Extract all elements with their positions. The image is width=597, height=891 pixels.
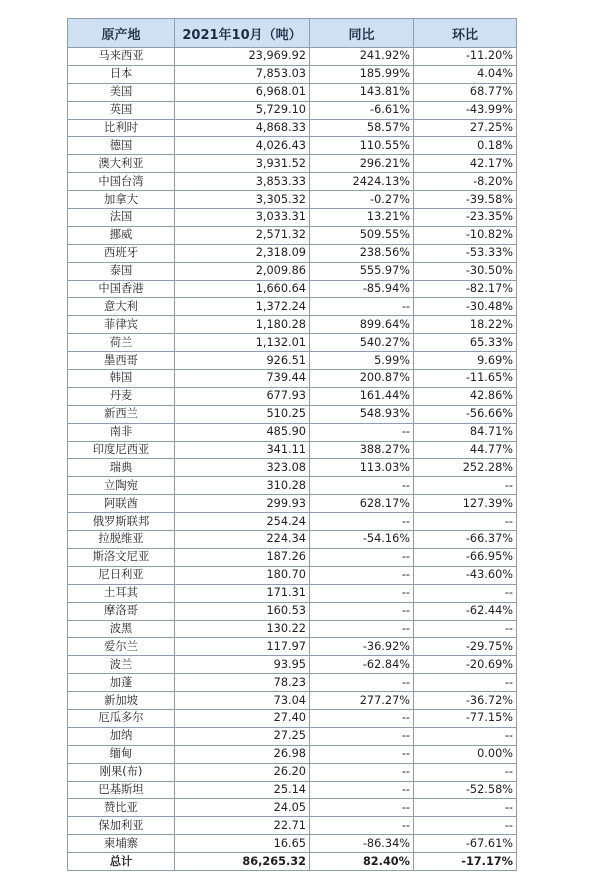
cell-origin: 爱尔兰 [68,638,175,656]
cell-volume: 739.44 [175,370,310,388]
table-row [68,531,517,549]
cell-mom: -- [414,477,517,495]
cell-volume: 130.22 [175,620,310,638]
table-row [68,709,517,727]
cell-yoy: -85.94% [310,280,414,298]
cell-volume: 2,009.86 [175,262,310,280]
cell-mom: -66.37% [414,531,517,549]
cell-origin: 德国 [68,137,175,155]
cell-origin: 尼日利亚 [68,566,175,584]
cell-origin: 挪威 [68,226,175,244]
header-yoy: 同比 [310,19,414,48]
table-row [68,495,517,513]
total-label: 总计 [68,853,175,871]
cell-mom: 127.39% [414,495,517,513]
cell-mom: -53.33% [414,244,517,262]
cell-yoy: -- [310,513,414,531]
cell-origin: 摩洛哥 [68,602,175,620]
cell-mom: -82.17% [414,280,517,298]
cell-volume: 1,132.01 [175,334,310,352]
cell-yoy: 899.64% [310,316,414,334]
cell-mom: -8.20% [414,173,517,191]
table-row [68,584,517,602]
cell-volume: 26.20 [175,763,310,781]
total-volume: 86,265.32 [175,853,310,871]
cell-origin: 韩国 [68,370,175,388]
table-row [68,83,517,101]
cell-origin: 日本 [68,65,175,83]
cell-mom: -- [414,799,517,817]
cell-origin: 赞比亚 [68,799,175,817]
cell-mom: -20.69% [414,656,517,674]
cell-yoy: 58.57% [310,119,414,137]
table-row [68,209,517,227]
table-row [68,459,517,477]
cell-mom: -- [414,817,517,835]
cell-yoy: 238.56% [310,244,414,262]
table-row [68,244,517,262]
table-row [68,477,517,495]
cell-origin: 拉脱维亚 [68,531,175,549]
header-origin: 原产地 [68,19,175,48]
total-mom: -17.17% [414,853,517,871]
cell-origin: 保加利亚 [68,817,175,835]
table-row [68,405,517,423]
cell-mom: 18.22% [414,316,517,334]
cell-origin: 新加坡 [68,692,175,710]
cell-volume: 4,026.43 [175,137,310,155]
cell-origin: 墨西哥 [68,352,175,370]
cell-volume: 323.08 [175,459,310,477]
cell-volume: 1,660.64 [175,280,310,298]
cell-volume: 485.90 [175,423,310,441]
table-row [68,387,517,405]
cell-yoy: -- [310,298,414,316]
cell-volume: 3,305.32 [175,191,310,209]
cell-origin: 缅甸 [68,745,175,763]
table-row [68,334,517,352]
total-yoy: 82.40% [310,853,414,871]
cell-yoy: 2424.13% [310,173,414,191]
cell-volume: 5,729.10 [175,101,310,119]
cell-volume: 6,968.01 [175,83,310,101]
cell-yoy: -- [310,584,414,602]
cell-volume: 78.23 [175,674,310,692]
cell-yoy: 540.27% [310,334,414,352]
cell-origin: 荷兰 [68,334,175,352]
cell-volume: 3,033.31 [175,209,310,227]
cell-yoy: -- [310,548,414,566]
cell-yoy: 110.55% [310,137,414,155]
table-row [68,638,517,656]
table-row [68,316,517,334]
cell-volume: 3,931.52 [175,155,310,173]
cell-mom: -10.82% [414,226,517,244]
cell-origin: 刚果(布) [68,763,175,781]
cell-volume: 187.26 [175,548,310,566]
cell-yoy: -6.61% [310,101,414,119]
cell-volume: 299.93 [175,495,310,513]
cell-origin: 中国香港 [68,280,175,298]
cell-yoy: 296.21% [310,155,414,173]
table-row [68,155,517,173]
table-row [68,763,517,781]
cell-volume: 2,571.32 [175,226,310,244]
table-body [68,48,517,853]
cell-yoy: -- [310,745,414,763]
table-row [68,656,517,674]
cell-origin: 柬埔寨 [68,835,175,853]
table-row [68,101,517,119]
cell-yoy: 200.87% [310,370,414,388]
cell-mom: 42.86% [414,387,517,405]
table-row [68,441,517,459]
cell-yoy: -- [310,602,414,620]
cell-volume: 22.71 [175,817,310,835]
cell-volume: 3,853.33 [175,173,310,191]
cell-yoy: 5.99% [310,352,414,370]
cell-mom: 27.25% [414,119,517,137]
cell-origin: 加蓬 [68,674,175,692]
cell-mom: -- [414,763,517,781]
cell-mom: 68.77% [414,83,517,101]
table-row [68,137,517,155]
cell-mom: 0.00% [414,745,517,763]
cell-origin: 中国台湾 [68,173,175,191]
table-row [68,781,517,799]
table-row [68,119,517,137]
cell-origin: 法国 [68,209,175,227]
cell-origin: 波兰 [68,656,175,674]
table-row [68,799,517,817]
cell-mom: -- [414,513,517,531]
cell-yoy: 555.97% [310,262,414,280]
cell-mom: 4.04% [414,65,517,83]
import-origin-table [67,18,517,871]
cell-yoy: 113.03% [310,459,414,477]
cell-yoy: 185.99% [310,65,414,83]
cell-mom: 84.71% [414,423,517,441]
cell-mom: 9.69% [414,352,517,370]
table-row [68,835,517,853]
cell-mom: -43.60% [414,566,517,584]
cell-yoy: 241.92% [310,48,414,66]
table-row [68,548,517,566]
cell-volume: 926.51 [175,352,310,370]
cell-origin: 瑞典 [68,459,175,477]
cell-volume: 27.25 [175,727,310,745]
cell-volume: 510.25 [175,405,310,423]
table-header-row [68,19,517,48]
cell-yoy: -- [310,477,414,495]
cell-mom: -- [414,620,517,638]
cell-mom: 0.18% [414,137,517,155]
cell-mom: -43.99% [414,101,517,119]
cell-mom: -- [414,674,517,692]
cell-volume: 24.05 [175,799,310,817]
cell-volume: 1,180.28 [175,316,310,334]
cell-mom: -23.35% [414,209,517,227]
cell-mom: -56.66% [414,405,517,423]
table-row [68,692,517,710]
cell-volume: 2,318.09 [175,244,310,262]
header-volume: 2021年10月（吨） [175,19,310,48]
cell-origin: 英国 [68,101,175,119]
cell-volume: 1,372.24 [175,298,310,316]
table-row [68,173,517,191]
cell-volume: 73.04 [175,692,310,710]
table-row [68,191,517,209]
cell-origin: 加拿大 [68,191,175,209]
cell-volume: 180.70 [175,566,310,584]
cell-yoy: -36.92% [310,638,414,656]
cell-origin: 马来西亚 [68,48,175,66]
cell-yoy: -- [310,566,414,584]
cell-origin: 丹麦 [68,387,175,405]
cell-mom: -- [414,584,517,602]
cell-mom: -36.72% [414,692,517,710]
cell-volume: 224.34 [175,531,310,549]
table-row [68,262,517,280]
cell-volume: 7,853.03 [175,65,310,83]
table-row [68,674,517,692]
cell-yoy: -- [310,799,414,817]
cell-mom: -30.50% [414,262,517,280]
cell-volume: 27.40 [175,709,310,727]
table-row [68,48,517,66]
table-row [68,513,517,531]
table-row [68,602,517,620]
cell-origin: 新西兰 [68,405,175,423]
cell-mom: 65.33% [414,334,517,352]
cell-yoy: -- [310,781,414,799]
cell-yoy: 548.93% [310,405,414,423]
cell-origin: 加纳 [68,727,175,745]
table-row [68,727,517,745]
cell-origin: 俄罗斯联邦 [68,513,175,531]
cell-volume: 4,868.33 [175,119,310,137]
cell-origin: 菲律宾 [68,316,175,334]
cell-origin: 波黑 [68,620,175,638]
cell-yoy: -- [310,727,414,745]
cell-volume: 171.31 [175,584,310,602]
cell-yoy: 161.44% [310,387,414,405]
cell-mom: -62.44% [414,602,517,620]
cell-origin: 印度尼西亚 [68,441,175,459]
cell-origin: 南非 [68,423,175,441]
cell-yoy: -54.16% [310,531,414,549]
cell-origin: 巴基斯坦 [68,781,175,799]
cell-origin: 立陶宛 [68,477,175,495]
cell-mom: 44.77% [414,441,517,459]
cell-volume: 16.65 [175,835,310,853]
table-row [68,620,517,638]
cell-yoy: 13.21% [310,209,414,227]
cell-origin: 西班牙 [68,244,175,262]
cell-mom: -77.15% [414,709,517,727]
table-row [68,298,517,316]
table-row [68,370,517,388]
cell-origin: 阿联酋 [68,495,175,513]
cell-volume: 160.53 [175,602,310,620]
cell-mom: -29.75% [414,638,517,656]
cell-volume: 26.98 [175,745,310,763]
cell-yoy: -- [310,423,414,441]
cell-yoy: 628.17% [310,495,414,513]
total-row [68,853,517,871]
table-row [68,280,517,298]
cell-mom: -11.65% [414,370,517,388]
cell-yoy: -62.84% [310,656,414,674]
cell-mom: -67.61% [414,835,517,853]
cell-volume: 117.97 [175,638,310,656]
table-row [68,817,517,835]
cell-yoy: -- [310,620,414,638]
cell-origin: 比利时 [68,119,175,137]
cell-yoy: 143.81% [310,83,414,101]
cell-yoy: -86.34% [310,835,414,853]
cell-origin: 意大利 [68,298,175,316]
cell-origin: 斯洛文尼亚 [68,548,175,566]
cell-yoy: 388.27% [310,441,414,459]
table-row [68,226,517,244]
cell-origin: 美国 [68,83,175,101]
cell-origin: 厄瓜多尔 [68,709,175,727]
cell-mom: -- [414,727,517,745]
cell-volume: 23,969.92 [175,48,310,66]
header-mom: 环比 [414,19,517,48]
table-row [68,423,517,441]
cell-yoy: -- [310,817,414,835]
cell-yoy: 509.55% [310,226,414,244]
cell-origin: 泰国 [68,262,175,280]
cell-volume: 341.11 [175,441,310,459]
cell-volume: 25.14 [175,781,310,799]
table-row [68,65,517,83]
cell-mom: -11.20% [414,48,517,66]
cell-mom: -52.58% [414,781,517,799]
cell-yoy: -- [310,709,414,727]
cell-volume: 677.93 [175,387,310,405]
cell-yoy: 277.27% [310,692,414,710]
cell-volume: 310.28 [175,477,310,495]
cell-mom: -66.95% [414,548,517,566]
cell-mom: -39.58% [414,191,517,209]
cell-volume: 93.95 [175,656,310,674]
cell-volume: 254.24 [175,513,310,531]
table-row [68,352,517,370]
cell-mom: -30.48% [414,298,517,316]
cell-mom: 42.17% [414,155,517,173]
cell-yoy: -0.27% [310,191,414,209]
cell-origin: 澳大利亚 [68,155,175,173]
cell-yoy: -- [310,763,414,781]
table-row [68,566,517,584]
cell-mom: 252.28% [414,459,517,477]
cell-origin: 土耳其 [68,584,175,602]
cell-yoy: -- [310,674,414,692]
table-row [68,745,517,763]
